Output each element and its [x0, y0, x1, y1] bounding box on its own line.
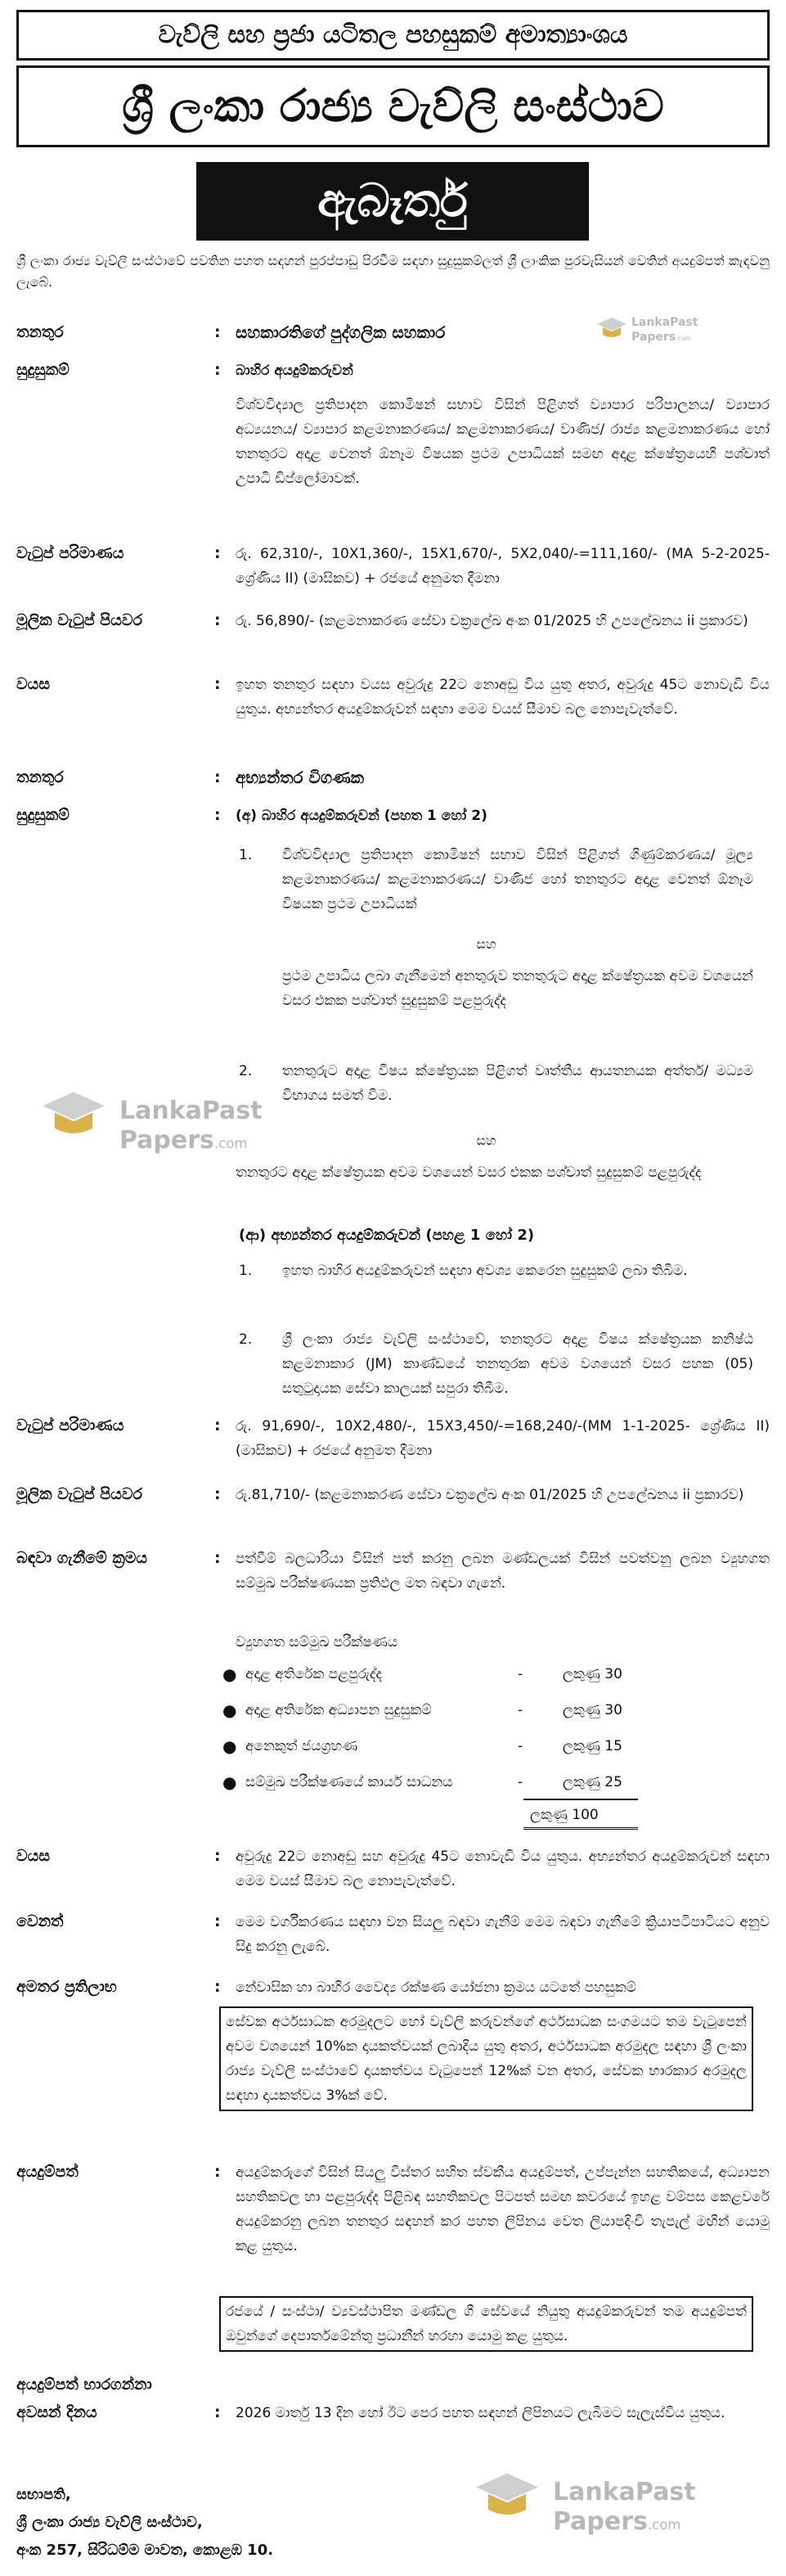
bullet-icon: ●	[222, 1772, 237, 1792]
closing-text: 2026 මාර්තු 13 දින හෝ ඊට පෙර පහත සඳහන් ලිපිනයට ලැබීමට සැලැස්විය යුතුය.	[236, 2405, 725, 2421]
bullet-icon: ●	[222, 1700, 237, 1720]
post2-step-row	[16, 1483, 770, 1537]
age-label: වයස	[16, 1847, 50, 1865]
other-row	[16, 1910, 770, 1964]
criteria-marks: ලකුණු 25	[563, 1774, 622, 1790]
ext2-continued: තනතුරට අදාළ ක්ෂේත්‍රයක අවම වශයෙන් වසර එකක පශ්චාත් සුදුසුකම් පළපුරුද්ද	[236, 1164, 702, 1181]
benefits-line1: නේවාසික හා බාහිර වෛද්‍ය රක්ෂණ යෝජනා ක්‍රමය යටතේ පහසුකම්	[236, 1979, 636, 1996]
application-para2: රජයේ / සංස්ථා/ ව්‍යවස්ථාපිත මණ්ඩල ගී සේවයේ නියුතු අයදුම්කරුවන් තම අයදුම්පත් ඔවුන්ගේ දෙපාර්තමේන්තු ප්‍රධානීන් හරහා යොමු කළ යුතුය.	[219, 2296, 753, 2352]
criteria-marks: ලකුණු 30	[563, 1666, 622, 1682]
criteria-name: සම්මුඛ පරීක්ෂණයේ කාර්ය සාධනය	[245, 1774, 453, 1790]
post2-post-label: තනතුර	[16, 768, 64, 786]
colon: :	[214, 361, 221, 379]
colon: :	[214, 1978, 221, 1996]
post1-salary: රු. 62,310/-, 10X1,360/-, 15X1,670/-, 5X2,040/-=111,160/- (MA 5-2-2025- ශ්‍රේණිය II) (මාසිකව) + රජයේ අනුමත දීමනා	[236, 546, 770, 587]
post2-title: අභ්‍යන්තර විගණක	[236, 768, 364, 787]
total-rule	[523, 1799, 638, 1800]
colon: :	[214, 1847, 221, 1865]
criteria-item	[219, 1769, 753, 1795]
watermark-brand-line2: Papers.com	[119, 1126, 248, 1155]
criteria-marks: ලකුණු 30	[563, 1702, 622, 1718]
watermark-domain: .com	[213, 1136, 248, 1151]
criteria-name: අදාළ අතිරේක අධ්‍යාපන සුදුසුකම්	[245, 1702, 432, 1718]
other-label: වෙනත්	[16, 1912, 64, 1930]
bullet-icon: ●	[222, 1664, 237, 1684]
interview-heading: ව්‍යුහගත සම්මුඛ පරීක්ෂණය	[236, 1634, 398, 1651]
ext1-text: විශ්වවිද්‍යාල ප්‍රතිපාදන කොමිෂන් සභාව විසින් පිළිගත් ගිණුම්කරණය/ මූල්‍ය කළමනාකරණය/ කළමනාකරණය/ වාණිජ හෝ තනතුරට අදාළ වෙනත් ඕනෑම විෂයක ප්‍රථම උපාධියක්	[282, 847, 753, 912]
application-label: අයදුම්පත්	[16, 2163, 79, 2181]
colon: :	[214, 675, 221, 693]
colon: :	[214, 1416, 221, 1434]
post1-qual-text: විශ්වවිද්‍යාල ප්‍රතිපාදන කොමිෂන් සභාව විසින් පිළිගත් ව්‍යාපාර පරිපාලනය/ ව්‍යාපාර අධ්‍යයනය/ ව්‍යාපාර කළමනාකරණය/ කළමනාකරණය/ වාණිජ/ රාජ්‍ය කළමනාකරණය හෝ තනතුරට අදාළ වෙනත් ඕනෑම විෂයක ප්‍රථම උපාධියක් සමඟ අදාළ ක්ෂේත්‍රයෙහි පශ්චාත් උපාධි ඩිප්ලෝමාවක්.	[236, 397, 770, 487]
institute-header: ශ්‍රී ලංකා රාජ්‍ය වැව්ලි සංස්ථාව	[16, 65, 770, 147]
post1-title-row	[16, 321, 770, 347]
watermark-brand-line1: LankaPast	[631, 316, 698, 329]
ministry-header: වැව්ලි සහ ප්‍රජා යටිතල පහසුකම් අමාත්‍යාංශය	[16, 10, 770, 61]
vacancies-banner: ඇබෑර්තු	[196, 162, 589, 241]
recruitment-row	[16, 1547, 770, 1604]
watermark-domain: .com	[676, 335, 691, 342]
accepting-label: අයදුම්පත් භාරගන්නා	[16, 2376, 152, 2394]
criteria-item	[219, 1697, 753, 1723]
post1-qual-label: සුදුසුකම්	[16, 361, 70, 379]
colon: :	[214, 2403, 221, 2421]
post2-salary-label: වැටුප් පරිමාණය	[16, 1416, 124, 1434]
colon: :	[214, 2163, 221, 2181]
criteria-dash: -	[518, 1774, 523, 1790]
post1-step-row	[16, 609, 770, 663]
address-line: ශ්‍රී ලංකා රාජ්‍ය වැව්ලි සංස්ථාව,	[16, 2514, 203, 2531]
bullet-icon: ●	[222, 1736, 237, 1756]
post2-initial-step: රු.81,710/- (කළමනාකරණ සේවා චක්‍රලේඛ අංක 01/2025 හි උපලේඛනය ii ප්‍රකාරව)	[236, 1487, 744, 1503]
colon: :	[214, 1485, 221, 1503]
criteria-name: අනෙකුත් ජයග්‍රහණ	[245, 1738, 358, 1754]
criteria-name: අදාළ අතිරේක පළපුරුද්ද	[245, 1666, 383, 1682]
post2-qual-label: සුදුසුකම්	[16, 806, 70, 824]
closing-label: අවසන් දිනය	[16, 2403, 97, 2421]
post2-external-heading: (අ) බාහිර අයදුම්කරුවන් (පහත 1 හෝ 2)	[236, 808, 487, 824]
post2-qual-row	[16, 804, 770, 830]
post1-step-label: මූලික වැටුප් පියවර	[16, 611, 142, 629]
benefits-boxed-text: සේවක අර්ථසාධක අරමුදලට හෝ වැව්ලි කරුවන්ගේ අර්ථසාධක සංගමයට තම වැටුපෙන් අවම වශයෙන් 10%ක දායකත්වයක් ලබාදිය යුතු අතර, අර්ථසාධක අරමුදල සඳහා ශ්‍රී ලංකා රාජ්‍ය වැව්ලි සංස්ථාවේ දායකත්වය වැටුපෙන් 12%ක් වන අතර, සේවක භාරකාර අරමුදල සඳහා දායකත්වය 3%ක් වේ.	[219, 2006, 753, 2111]
application-para1: අයදුම්කරුගේ විසින් සියලු විස්තර සහිත ස්වකීය අයදුම්පත්, උප්පැන්න සහතිකයේ, අධ්‍යාපන සහතිකවල හා පළපුරුද්ද පිළිබඳ සහතිකවල පිටපත් සමඟ කවරයේ ඉහළ වම්පස කෙළවරේ අයදුම්කරනු ලබන තනතුර සඳහන් කර පහත ලිපිනය වෙත ලියාපදිංචි තැපැල් මඟින් යොමු කළ යුතුය.	[236, 2164, 770, 2254]
criteria-total: ලකුණු 100	[523, 1802, 638, 1830]
watermark-brand-line1: LankaPast	[119, 1097, 263, 1125]
colon: :	[214, 544, 221, 562]
other-text: මෙම වර්ගීකරණය සඳහා වන සියලු බඳවා ගැනීම් මෙම බඳවා ගැනීමේ ක්‍රියාපටිපාටියට අනුව සිදු කරනු ලැබේ.	[236, 1914, 770, 1955]
watermark-domain: .com	[647, 2517, 681, 2533]
benefits-row	[16, 1975, 770, 2003]
int1-number: 1.	[239, 1263, 253, 1279]
graduation-cap-icon	[39, 1082, 108, 1151]
benefits-label: අමතර ප්‍රතිලාභ	[16, 1978, 117, 1996]
and-connector-1: සහ	[476, 936, 496, 952]
int1-text: ඉහත බාහිර අයදුම්කරුවන් සඳහා අවශ්‍ය කෙරෙන සුදුසුකම් ලබා තිබීම.	[282, 1263, 688, 1279]
intro-text: ශ්‍රී ලංකා රාජ්‍ය වැව්ලි සංස්ථාවේ පවතින පහත සඳහන් පුරප්පාඩු පිරවීම සඳහා සුදුසුකම්ලත් ශ්‍රී ලාංකික පුරවැසියන් වෙතින් අයදුම්පත් කැඳවනු ලැබේ.	[16, 253, 770, 290]
post2-step-label: මූලික වැටුප් පියවර	[16, 1485, 142, 1503]
recruitment-label: බඳවා ගැනීමේ ක්‍රමය	[16, 1549, 148, 1567]
application-row	[16, 2160, 770, 2291]
age-row	[16, 1844, 770, 1898]
and-connector-2: සහ	[476, 1133, 496, 1148]
ext1-continued: ප්‍රථම උපාධිය ලබා ගැනීමෙන් අනතුරුව තනතුරුට අදාළ ක්ෂේත්‍රයක අවම වශයෙන් වසර එකක පශ්චාත් සුදුසුකම් පළපුරුද්ද	[282, 968, 753, 1009]
post1-age-row	[16, 673, 770, 754]
ext1-number: 1.	[239, 847, 253, 863]
ext2-number: 2.	[239, 1063, 253, 1079]
criteria-item	[219, 1661, 753, 1687]
ext2-text: තනතුරුට අදාළ විෂය ක්ෂේත්‍රයක පිළිගත් වෘත්තීය ආයතනයක අත්තර්/ මධ්‍යම විභාගය සමත් වීම.	[282, 1063, 753, 1104]
post1-title: සහකාරතිගේ පුද්ගලික සහකාර	[236, 322, 446, 342]
criteria-item	[219, 1733, 753, 1759]
watermark-brand-line2: Papers.com	[631, 331, 691, 344]
watermark-brand-line2: Papers.com	[553, 2507, 681, 2536]
address-line: සභාපති,	[16, 2486, 71, 2503]
post1-age-label: වයස	[16, 675, 50, 693]
post1-age: ඉහත තනතුර සඳහා වයස අවුරුදු 22ට නොඅඩු විය යුතු අතර, අවුරුදු 45ට නොවැඩි විය යුතුය. අභ්‍යන්තර අයදුම්කරුවන් සඳහා මෙම වයස් සීමාව බල නොපැවැත්වේ.	[236, 677, 770, 718]
post1-qual-row	[16, 358, 770, 530]
criteria-marks: ලකුණු 15	[563, 1738, 622, 1754]
colon: :	[214, 1912, 221, 1930]
post2-internal-heading: (ආ) අභ්‍යන්තර අයදුම්කරුවන් (පහළ 1 හෝ 2)	[239, 1227, 535, 1244]
post2-salary: රු. 91,690/-, 10X2,480/-, 15X3,450/-=168,240/-(MM 1-1-2025- ශ්‍රේණිය II) (මාසිකව) + රජයේ අනුමත දීමනා	[236, 1418, 770, 1459]
graduation-cap-icon	[473, 2463, 541, 2532]
closing-row	[16, 2401, 770, 2458]
watermark-brand-line1: LankaPast	[553, 2478, 696, 2506]
watermark-bottom	[473, 2463, 718, 2545]
watermark-middle	[39, 1082, 285, 1164]
colon: :	[214, 806, 221, 824]
post2-salary-row	[16, 1414, 770, 1471]
colon: :	[214, 323, 221, 341]
colon: :	[214, 768, 221, 786]
criteria-dash: -	[518, 1702, 523, 1718]
int2-text: ශ්‍රී ලංකා රාජ්‍ය වැව්ලි සංස්ථාවේ, තනතුරට අදාළ විෂය ක්ෂේත්‍රයක කනිෂ්ඨ කළමනාකාර (JM) කාණ්ඩයේ තනතුරක අවම වශයෙන් වසර පහක (05) සතුටුදායක සේවා කාලයක් සපුරා තිබීම.	[282, 1331, 753, 1397]
criteria-dash: -	[518, 1666, 523, 1682]
post1-salary-label: වැටුප් පරිමාණය	[16, 544, 124, 562]
post1-salary-row	[16, 542, 770, 599]
post1-initial-step: රු. 56,890/- (කළමනාකරණ සේවා චක්‍රලේඛ අංක 01/2025 හි උපලේඛනය ii ප්‍රකාරව)	[236, 613, 748, 629]
age-text: අවුරුදු 22ට නොඅඩු සහ අවුරුදු 45ට නොවැඩි විය යුතුය. අභ්‍යන්තර අයදුම්කරුවන් සඳහා මෙම වයස් සීමාව බල නොපැවැත්වේ.	[236, 1849, 770, 1889]
int2-number: 2.	[239, 1331, 253, 1348]
post2-title-row	[16, 766, 770, 792]
post1-post-label: තනතුර	[16, 323, 64, 341]
criteria-dash: -	[518, 1738, 523, 1754]
post1-qual-heading: බාහිර අයදුම්කරුවන්	[236, 363, 353, 379]
address-line: අංක 257, සිරිධම්ම මාවත, කොළඹ 10.	[16, 2542, 274, 2559]
colon: :	[214, 611, 221, 629]
recruitment-text: පත්වීම් බලධාරියා විසින් පත් කරනු ලබන මණ්ඩලයක් විසින් පවත්වනු ලබන ව්‍යුහගත සම්මුඛ පරීක්ෂණයක ප්‍රතිඵල මත බඳවා ගැනේ.	[236, 1551, 770, 1592]
colon: :	[214, 1549, 221, 1567]
